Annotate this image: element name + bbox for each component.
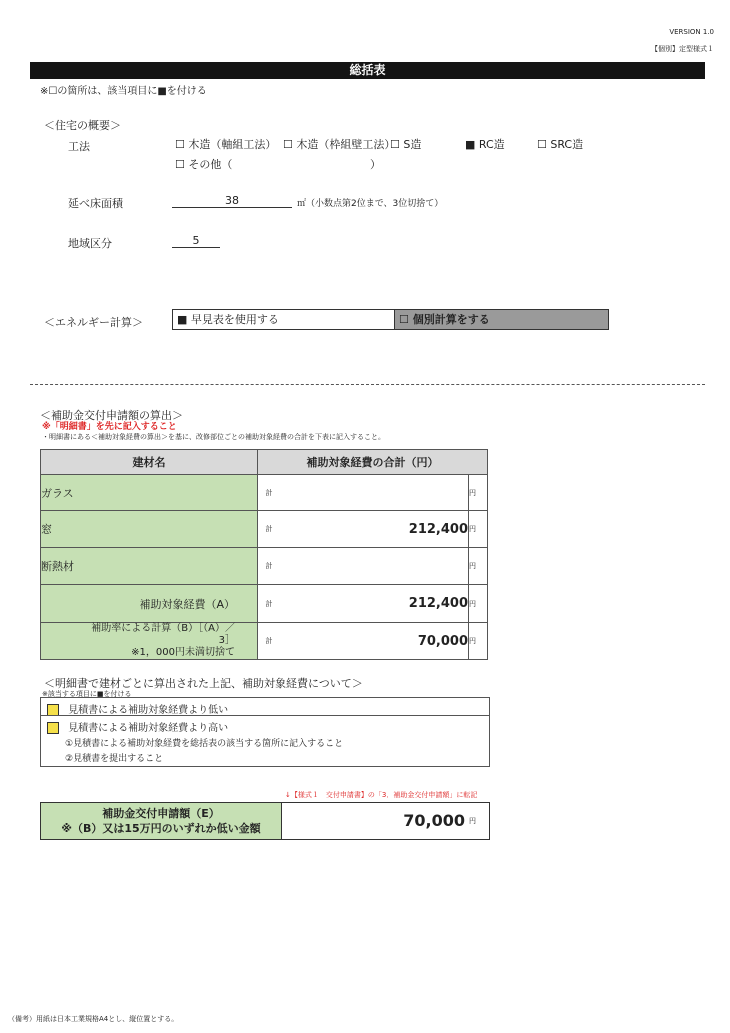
- region-field[interactable]: 5: [172, 234, 220, 248]
- calc-instruction: ・明細書にある＜補助対象経費の算出＞を基に、改修部位ごとの補助対象経費の合計を下表に記入すること。: [42, 433, 385, 441]
- kei-label: 計: [258, 548, 281, 585]
- option-lower-label: 見積書による補助対象経費より低い: [68, 705, 229, 716]
- subtotal-row: [41, 585, 488, 623]
- material-amount[interactable]: 212,400: [280, 511, 469, 548]
- rate-label-line2: 3］: [218, 635, 235, 646]
- region-label: 地域区分: [68, 237, 112, 250]
- kei-label: 計: [258, 475, 281, 511]
- floor-area-label: 延べ床面積: [68, 197, 123, 210]
- footer-note: （備考）用紙は日本工業規格A4とし、縦位置とする。: [8, 1015, 179, 1023]
- col-cost-total: 補助対象経費の合計（円）: [258, 450, 488, 475]
- energy-heading: ＜エネルギー計算＞: [44, 316, 143, 329]
- rate-amount: 70,000: [280, 623, 469, 660]
- method-option-s[interactable]: ☐ S造: [390, 138, 422, 151]
- method-option-wood-frame[interactable]: ☐ 木造（軸組工法）: [175, 138, 277, 151]
- yen-label: 円: [469, 511, 488, 548]
- checkbox-higher[interactable]: [47, 722, 59, 734]
- yen-label: 円: [469, 817, 476, 825]
- rate-label-line3: ※1，000円未満切捨て: [131, 647, 235, 658]
- final-label-line2: ※（B）又は15万円のいずれか低い金額: [61, 822, 261, 835]
- form-type-label: 【個別】定型様式１: [651, 45, 714, 53]
- final-amount-box: [40, 802, 490, 840]
- material-amount[interactable]: [280, 548, 469, 585]
- final-label: [41, 803, 282, 839]
- material-name: 断熱材: [41, 548, 258, 585]
- option-higher-note1: ①見積書による補助対象経費を総括表の該当する箇所に記入すること: [65, 739, 344, 749]
- housing-heading: ＜住宅の概要＞: [44, 119, 121, 132]
- floor-area-unit: ㎡（小数点第2位まで、3位切捨て）: [297, 199, 444, 209]
- rate-row: [41, 623, 488, 660]
- option-higher-note2: ②見積書を提出すること: [65, 754, 164, 764]
- energy-option-individual[interactable]: ☐ 個別計算をする: [395, 310, 608, 329]
- calc-heading: ＜補助金交付申請額の算出＞: [40, 409, 183, 422]
- method-option-rc[interactable]: ■ RC造: [465, 138, 505, 151]
- material-name: ガラス: [41, 475, 258, 511]
- version-label: VERSION 1.0: [669, 28, 714, 36]
- yen-label: 円: [469, 548, 488, 585]
- final-amount: 70,000: [403, 811, 465, 830]
- kei-label: 計: [258, 585, 281, 623]
- method-option-wood-2x4[interactable]: ☐ 木造（枠組壁工法）: [283, 138, 396, 151]
- rate-label-line1: 補助率による計算（B）［（A）／: [91, 623, 235, 634]
- final-label-line1: 補助金交付申請額（E）: [102, 807, 220, 820]
- energy-option-quick-table[interactable]: ■ 早見表を使用する: [173, 310, 395, 329]
- yen-label: 円: [469, 475, 488, 511]
- energy-options: [172, 309, 609, 330]
- rate-label: [41, 623, 258, 660]
- transfer-note: ↓【様式１ 交付申請書】の「3．補助金交付申請額」に転記: [285, 791, 478, 799]
- cost-table: [40, 449, 488, 660]
- material-amount[interactable]: [280, 475, 469, 511]
- instruction-note: ※☐の箇所は、該当項目に■を付ける: [40, 86, 207, 97]
- method-label: 工法: [68, 140, 90, 153]
- col-material: 建材名: [41, 450, 258, 475]
- method-option-other[interactable]: ☐ その他（: [175, 158, 233, 171]
- kei-label: 計: [258, 511, 281, 548]
- subtotal-amount: 212,400: [280, 585, 469, 623]
- material-name: 窓: [41, 511, 258, 548]
- red-note: ※「明細書」を先に記入すること: [42, 422, 177, 432]
- kei-label: 計: [258, 623, 281, 660]
- table-row: [41, 475, 488, 511]
- estimate-heading: ＜明細書で建材ごとに算出された上記、補助対象経費について＞: [44, 677, 363, 690]
- option-higher-label: 見積書による補助対象経費より高い: [68, 723, 229, 734]
- estimate-options: [40, 697, 490, 767]
- method-option-src[interactable]: ☐ SRC造: [537, 138, 584, 151]
- floor-area-field[interactable]: 38: [172, 194, 292, 208]
- table-row: [41, 548, 488, 585]
- yen-label: 円: [469, 623, 488, 660]
- estimate-subnote: ※該当する項目に■を付ける: [42, 690, 132, 698]
- method-other-close: ）: [370, 158, 381, 171]
- divider: [30, 384, 705, 385]
- page-title: 総括表: [30, 62, 705, 79]
- table-row: [41, 511, 488, 548]
- yen-label: 円: [469, 585, 488, 623]
- subtotal-label: 補助対象経費（A）: [41, 585, 258, 623]
